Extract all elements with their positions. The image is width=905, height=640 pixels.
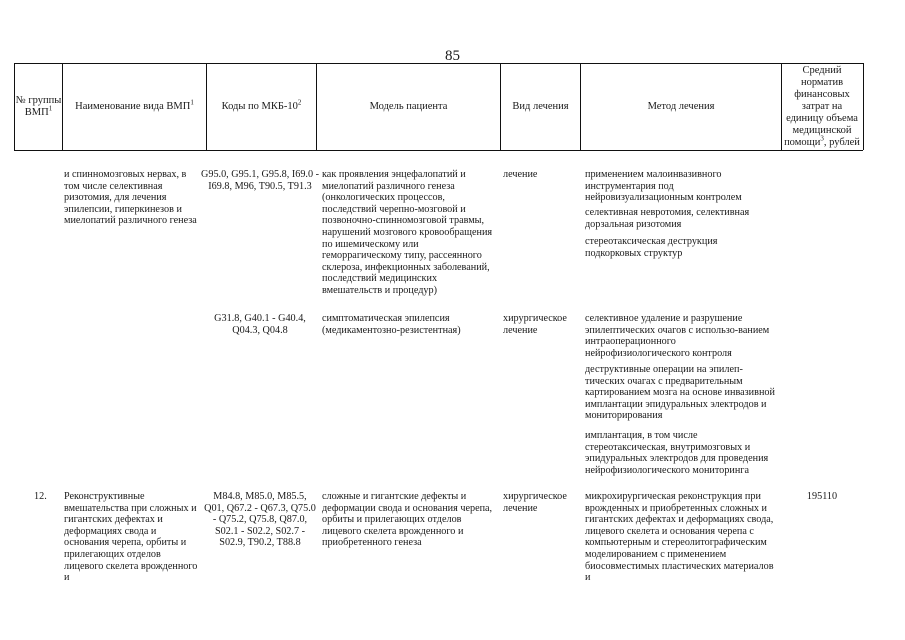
page-number: 85 [445,48,460,64]
row2-type: хирургическое лечение [503,313,567,336]
row2-model: симптоматическая эпилепсия (медикаментозно-резистентная) [322,313,461,336]
row3-cost: 195110 [806,491,838,502]
row1-name: и спинномозговых нервах, в том числе селективная ризотомия, для лечения эпилепсии, гиперкинезов и миелопатий различного генеза [64,169,197,227]
row2-icd: G31.8, G40.1 - G40.4, Q04.3, Q04.8 [214,313,306,336]
row2-method-3: имплантация, в том числе стереотаксическая, внутримозговых и эпидуральных электродов для проведения нейрофизиологического мониторинга [585,430,769,476]
row1-icd: G95.0, G95.1, G95.8, I69.0 - I69.8, M96, T90.5, T91.3 [201,169,319,192]
row2-method-2: деструктивные операции на эпилеп-тических очагах с предварительным картированием мозга на основе инвазивной имплантации эпидуральных электродов и мониторирования [585,364,775,422]
row3-icd: M84.8, M85.0, M85.5, Q01, Q67.2 - Q67.3, Q75.0 - Q75.2, Q75.8, Q87.0, S02.1 - S02.2, S02.7 - S02.9, T90.2, T88.8 [204,491,316,549]
header-group-no: № группы ВМП$^1$ [15,94,62,118]
row1-method-1: применением малоинвазивного инструментария под нейровизуализационным контролем [585,169,742,204]
row1-method-3: стереотаксическая деструкция подкорковых структур [585,236,718,259]
row1-method-2: селективная невротомия, селективная дорзальная ризотомия [585,207,750,230]
header-name: Наименование вида ВМП$^1$ [75,98,194,112]
header-treatment-type: Вид лечения [512,100,569,112]
row3-type: хирургическое лечение [503,491,567,514]
row1-type: лечение [503,169,538,180]
header-cost: Средний норматив финансовых затрат на единицу объема медицинской помощи$^3$, рублей [784,64,860,148]
row3-method-1: микрохирургическая реконструкция при врожденных и приобретенных сложных и гигантских дефектах и деформациях свода, лицевого скелета и основания черепа с компьютерным и стереолитографическим моделированием с применением биосовместимых пластических материалов и [585,491,774,584]
row2-method-1: селективное удаление и разрушение эпилептических очагов с использо-ванием интраоперационного нейрофизиологического контроля [585,313,770,359]
row3-model: сложные и гигантские дефекты и деформации свода и основания черепа, орбиты и прилегающих отделов лицевого скелета врожденного и приобретенного генеза [322,491,493,549]
row3-group-no: 12. [34,491,47,502]
row1-model: как проявления энцефалопатий и миелопатий различного генеза (онкологических процессов, последствий черепно-мозговой и позвоночно-спинномозговой травмы, нарушений мозгового кровообращения по ишемическому или геморрагическому типу, рассеянного склероза, инфекционных заболеваний, последствий медицинских вмешательств и процедур) [322,169,493,296]
header-treatment-method: Метод лечения [647,100,715,112]
header-patient-model: Модель пациента [369,100,448,112]
header-icd: Коды по МКБ-$10^2$ [221,98,302,112]
row3-name: Реконструктивные вмешательства при сложных и гигантских дефектах и деформациях свода и основания черепа, орбиты и прилегающих отделов лицевого скелета врожденного и [64,491,198,584]
